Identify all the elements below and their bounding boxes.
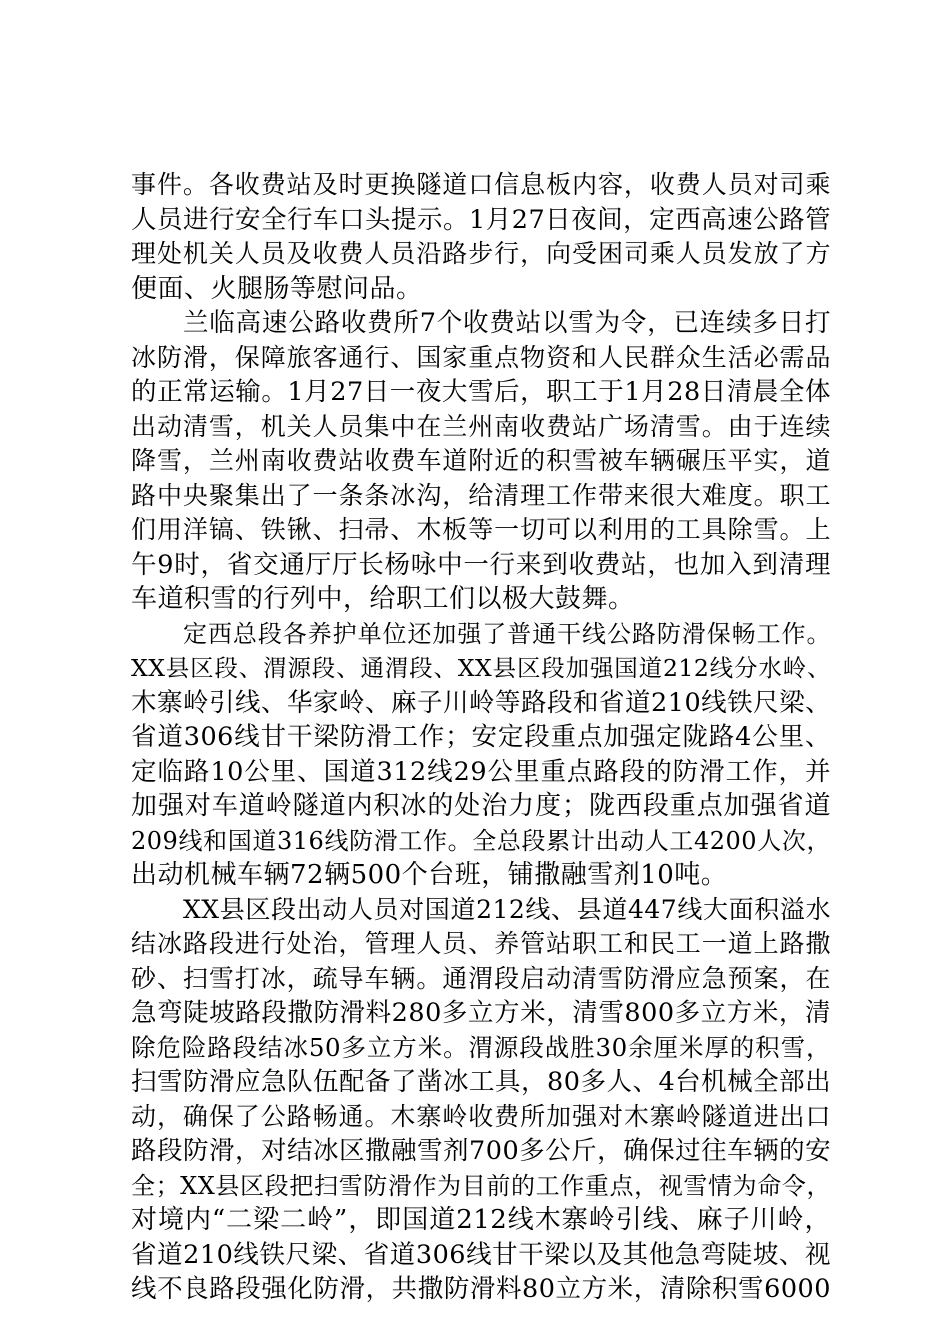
paragraph-4 — [131, 893, 831, 1307]
text-line: 扫雪防滑应急队伍配备了凿冰工具，80多人、4台机械全部出 — [131, 1067, 832, 1097]
text-line: 出动清雪，机关人员集中在兰州南收费站广场清雪。由于连续 — [131, 411, 831, 441]
paragraph-1 — [131, 168, 831, 306]
text-line: 对境内“二梁二岭”，即国道212线木寨岭引线、麻子川岭， — [131, 1205, 831, 1235]
text-line: 结冰路段进行处治，管理人员、养管站职工和民工一道上路撒 — [131, 929, 831, 958]
text-line: 全；XX县区段把扫雪防滑作为目前的工作重点，视雪情为命令， — [131, 1171, 831, 1200]
text-line: XX县区段出动人员对国道212线、县道447线大面积溢水 — [183, 894, 831, 924]
text-line: 冰防滑，保障旅客通行、国家重点物资和人民群众生活必需品 — [131, 342, 831, 372]
text-line: 定临路10公里、国道312线29公里重点路段的防滑工作，并 — [131, 756, 831, 787]
text-line: 动，确保了公路畅通。木寨岭收费所加强对木寨岭隧道进出口 — [131, 1101, 831, 1131]
text-line: 线不良路段强化防滑，共撒防滑料80立方米，清除积雪6000 — [131, 1274, 831, 1304]
text-line: 209线和国道316线防滑工作。全总段累计出动人工4200人次， — [131, 826, 831, 855]
text-line: 省道210线铁尺梁、省道306线甘干梁以及其他急弯陡坡、视 — [131, 1239, 831, 1270]
paragraph-3 — [131, 617, 831, 893]
text-line: 路段防滑，对结冰区撒融雪剂700多公斤，确保过往车辆的安 — [131, 1136, 832, 1166]
text-line: 砂、扫雪打冰，疏导车辆。通渭段启动清雪防滑应急预案，在 — [131, 963, 831, 993]
text-line: 兰临高速公路收费所7个收费站以雪为令，已连续多日打 — [183, 308, 831, 338]
text-line: 午9时，省交通厅厅长杨咏中一行来到收费站，也加入到清理 — [131, 549, 831, 580]
text-line: 的正常运输。1月27日一夜大雪后，职工于1月28日清晨全体 — [131, 377, 831, 407]
text-line: 急弯陡坡路段撒防滑料280多立方米，清雪800多立方米，清 — [131, 998, 831, 1028]
text-line: 事件。各收费站及时更换隧道口信息板内容，收费人员对司乘 — [131, 170, 831, 199]
text-line: XX县区段、渭源段、通渭段、XX县区段加强国道212线分水岭、 — [131, 654, 831, 682]
text-line: 降雪，兰州南收费站收费车道附近的积雪被车辆碾压平实，道 — [131, 446, 831, 475]
text-line: 们用洋镐、铁锹、扫帚、木板等一切可以利用的工具除雪。上 — [131, 515, 831, 544]
text-line: 木寨岭引线、华家岭、麻子川岭等路段和省道210线铁尺梁、 — [131, 687, 832, 718]
text-line: 路中央聚集出了一条条冰沟，给清理工作带来很大难度。职工 — [131, 480, 831, 510]
text-line: 人员进行安全行车口头提示。1月27日夜间，定西高速公路管 — [131, 204, 832, 235]
text-line: 车道积雪的行列中，给职工们以极大鼓舞。 — [131, 584, 635, 614]
text-line: 定西总段各养护单位还加强了普通干线公路防滑保畅工作。 — [183, 619, 831, 648]
document-body — [131, 168, 831, 1307]
text-line: 理处机关人员及收费人员沿路步行，向受困司乘人员发放了方 — [131, 239, 831, 268]
text-line: 省道306线甘干梁防滑工作；安定段重点加强定陇路4公里、 — [131, 722, 831, 752]
text-line: 出动机械车辆72辆500个台班，铺撒融雪剂10吨。 — [131, 860, 728, 890]
paragraph-2 — [131, 306, 831, 617]
text-line: 便面、火腿肠等慰问品。 — [131, 273, 423, 304]
text-line: 加强对车道岭隧道内积冰的处治力度；陇西段重点加强省道 — [131, 791, 831, 821]
text-line: 除危险路段结冰50多立方米。渭源段战胜30余厘米厚的积雪， — [131, 1032, 831, 1062]
